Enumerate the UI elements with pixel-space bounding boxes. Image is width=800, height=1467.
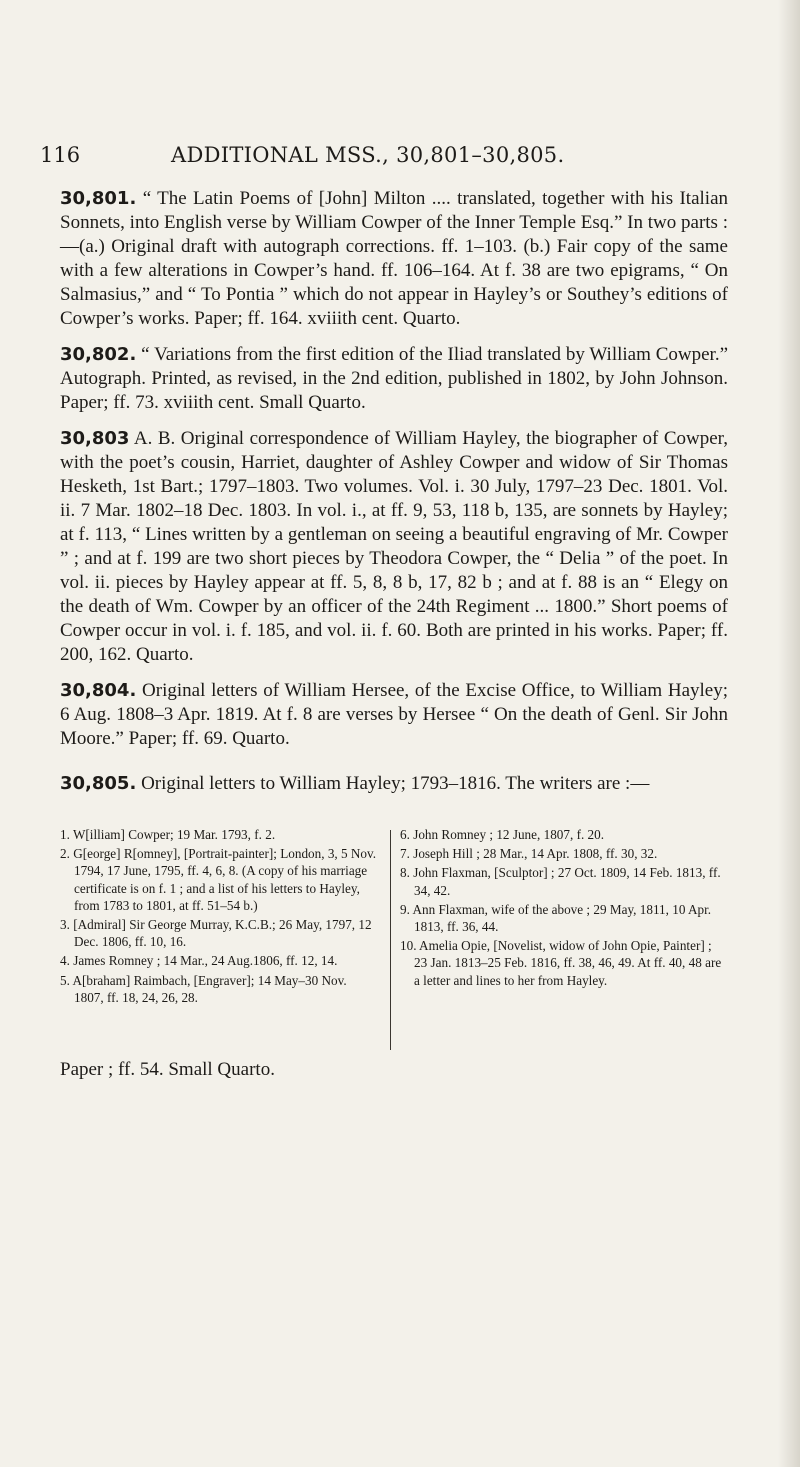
- entry-text: A. B. Original correspondence of William Hayley, the biographer of Cowper, with the poet’s cousin, Harriet, daughter of Ashley Cowper and widow of Sir Thomas Hesketh, 1st Bart.; 1797–1803. Two volumes. Vol. i. 30 July, 1797–23 Dec. 1801. Vol. ii. 7 Mar. 1802–18 Dec. 1803. In vol. i., at ff. 9, 53, 118 b, 135, are sonnets by Hayley; at f. 113, “ Lines written by a gentleman on seeing a beautiful engraving of Mr. Cowper ” ; and at f. 199 are two short pieces by Theodora Cowper, the “ Delia ” of the poet. In vol. ii. pieces by Hayley appear at ff. 5, 8, 8 b, 17, 82 b ; and at f. 88 is an “ Elegy on the death of Wm. Cowper by an officer of the 24th Regiment ... 1800.” Short poems of Cowper occur in vol. i. f. 185, and vol. ii. f. 60. Both are printed in his works. Paper; ff. 200, 162. Quarto.: [60, 428, 728, 665]
- entry-30801: [60, 187, 728, 331]
- writer-item: 9. Ann Flaxman, wife of the above ; 29 May, 1811, 10 Apr. 1813, ff. 36, 44.: [400, 901, 712, 935]
- entry-30802: [60, 343, 728, 415]
- writers-column-right: [400, 826, 722, 991]
- column-divider: [390, 830, 391, 1050]
- page-header: [40, 137, 760, 173]
- entry-30805-footer: Paper ; ff. 54. Small Quarto.: [60, 1059, 275, 1080]
- writer-item: 10. Amelia Opie, [Novelist, widow of John Opie, Painter] ; 23 Jan. 1813–25 Feb. 1816, ff. 38, 46, 49. At ff. 40, 48 are a letter and lines to her from Hayley.: [400, 938, 722, 988]
- writer-item: 4. James Romney ; 14 Mar., 24 Aug.1806, ff. 12, 14.: [60, 953, 338, 969]
- entry-text: “ Variations from the first edition of the Iliad translated by William Cowper.” Autograph. Printed, as revised, in the 2nd edition, published in 1802, by John Johnson. Paper; ff. 73. xviiith cent. Small Quarto.: [60, 344, 729, 413]
- entry-text: “ The Latin Poems of [John] Milton .... translated, together with his Italian Sonnets, into English verse by William Cowper of the Inner Temple Esq.” In two parts :—(a.) Original draft with autograph corrections. ff. 1–103. (b.) Fair copy of the same with a few alterations in Cowper’s hand. ff. 106–164. At f. 38 are two epigrams, “ On Salmasius,” and “ To Pontia ” which do not appear in Hayley’s or Southey’s editions of Cowper’s works. Paper; ff. 164. xviiith cent. Quarto.: [60, 188, 729, 329]
- entry-number: 30,801.: [60, 188, 137, 209]
- entry-number: 30,802.: [60, 344, 137, 365]
- writer-item: 5. A[braham] Raimbach, [Engraver]; 14 May–30 Nov. 1807, ff. 18, 24, 26, 28.: [60, 972, 347, 1005]
- writers-list: [60, 826, 728, 1056]
- entry-30805: [60, 772, 728, 796]
- entry-number: 30,805.: [60, 773, 137, 794]
- writer-item: 2. G[eorge] R[omney], [Portrait-painter]; London, 3, 5 Nov. 1794, 17 June, 1795, ff. 4, 6, 8. (A copy of his marriage certificate is on f. 1 ; and a list of his letters to Hayley, from 1783 to 1801, at ff. 51–54 b.): [60, 846, 377, 913]
- entry-text: Original letters to William Hayley; 1793–1816. The writers are :—: [141, 773, 650, 794]
- writer-item: 6. John Romney ; 12 June, 1807, f. 20.: [400, 827, 605, 842]
- running-head: ADDITIONAL MSS., 30,801–30,805.: [171, 143, 565, 167]
- page-edge-shadow: [778, 0, 800, 1467]
- writer-item: 3. [Admiral] Sir George Murray, K.C.B.; 26 May, 1797, 12 Dec. 1806, ff. 10, 16.: [60, 917, 372, 950]
- entry-number: 30,803: [60, 428, 130, 449]
- entry-number: 30,804.: [60, 680, 137, 701]
- writers-column-left: [60, 826, 378, 1008]
- entry-text: Original letters of William Hersee, of the Excise Office, to William Hayley; 6 Aug. 1808–3 Apr. 1819. At f. 8 are verses by Hersee “ On the death of Genl. Sir John Moore.” Paper; ff. 69. Quarto.: [60, 680, 728, 749]
- catalogue-entries: [60, 187, 728, 763]
- page-number: 116: [40, 143, 81, 167]
- entry-30804: [60, 679, 728, 751]
- writer-item: 1. W[illiam] Cowper; 19 Mar. 1793, f. 2.: [60, 827, 276, 842]
- writer-item: 8. John Flaxman, [Sculptor] ; 27 Oct. 1809, 14 Feb. 1813, ff. 34, 42.: [400, 865, 721, 898]
- writer-item: 7. Joseph Hill ; 28 Mar., 14 Apr. 1808, ff. 30, 32.: [400, 846, 658, 862]
- entry-30803: [60, 427, 728, 667]
